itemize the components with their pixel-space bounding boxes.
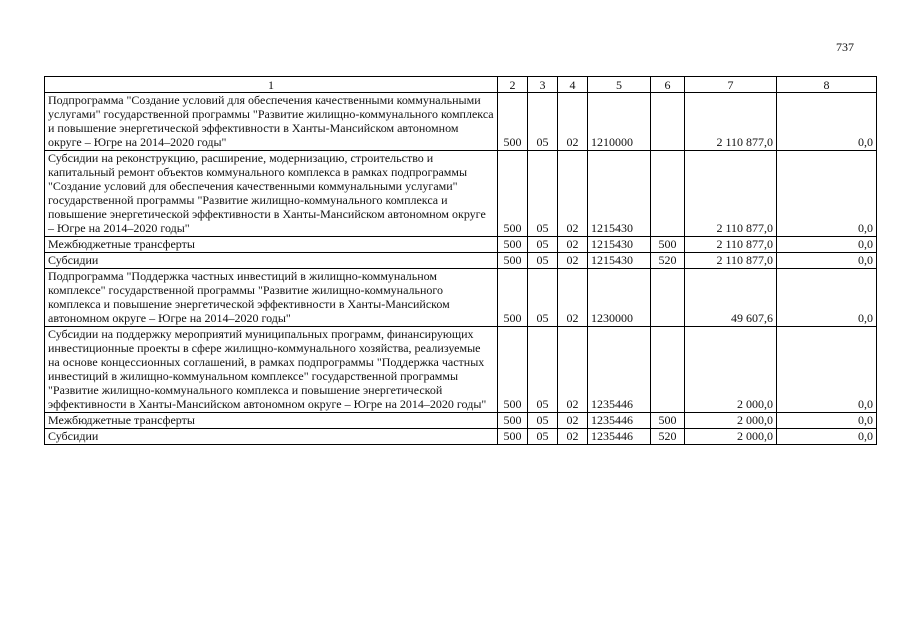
row-code-6: 500 [651, 413, 685, 429]
table-row [45, 327, 877, 413]
row-amount-8: 0,0 [777, 151, 877, 237]
row-code-5: 1215430 [588, 151, 651, 237]
column-header-3: 3 [528, 77, 558, 93]
row-code-6: 520 [651, 429, 685, 445]
row-code-3: 05 [528, 253, 558, 269]
row-code-4: 02 [558, 413, 588, 429]
table-header-row [45, 77, 877, 93]
table-row [45, 151, 877, 237]
row-code-3: 05 [528, 93, 558, 151]
table-row [45, 429, 877, 445]
row-amount-8: 0,0 [777, 93, 877, 151]
row-code-6 [651, 151, 685, 237]
row-name: Межбюджетные трансферты [45, 413, 498, 429]
row-amount-8: 0,0 [777, 327, 877, 413]
column-header-6: 6 [651, 77, 685, 93]
row-name: Субсидии [45, 429, 498, 445]
table-row [45, 413, 877, 429]
row-code-4: 02 [558, 327, 588, 413]
table-row [45, 253, 877, 269]
row-name: Субсидии на реконструкцию, расширение, модернизацию, строительство и капитальный ремонт объектов коммунального комплекса в рамках подпрограммы "Создание условий для обеспечения качественными коммунальными услугами" государственной программы "Развитие жилищно-коммунального комплекса и повышение энергетической эффективности в Ханты-Мансийском автономном округе – Югре на 2014–2020 годы" [45, 151, 498, 237]
row-code-5: 1215430 [588, 237, 651, 253]
row-code-6: 520 [651, 253, 685, 269]
row-amount-8: 0,0 [777, 269, 877, 327]
row-name: Межбюджетные трансферты [45, 237, 498, 253]
row-amount-8: 0,0 [777, 253, 877, 269]
row-code-3: 05 [528, 237, 558, 253]
row-code-6 [651, 327, 685, 413]
table-row [45, 269, 877, 327]
row-code-3: 05 [528, 327, 558, 413]
row-amount-7: 2 000,0 [685, 429, 777, 445]
row-code-6 [651, 93, 685, 151]
row-code-4: 02 [558, 237, 588, 253]
row-code-2: 500 [498, 269, 528, 327]
row-code-3: 05 [528, 151, 558, 237]
row-name: Подпрограмма "Создание условий для обеспечения качественными коммунальными услугами" государственной программы "Развитие жилищно-коммунального комплекса и повышение энергетической эффективности в Ханты-Мансийском автономном округе – Югре на 2014–2020 годы" [45, 93, 498, 151]
row-code-4: 02 [558, 253, 588, 269]
column-header-5: 5 [588, 77, 651, 93]
row-code-2: 500 [498, 237, 528, 253]
row-code-5: 1230000 [588, 269, 651, 327]
row-code-2: 500 [498, 151, 528, 237]
row-amount-7: 2 110 877,0 [685, 151, 777, 237]
table-row [45, 237, 877, 253]
row-amount-7: 2 000,0 [685, 413, 777, 429]
row-code-2: 500 [498, 253, 528, 269]
row-code-2: 500 [498, 413, 528, 429]
row-code-6 [651, 269, 685, 327]
row-amount-7: 2 110 877,0 [685, 253, 777, 269]
row-name: Субсидии [45, 253, 498, 269]
page-number: 737 [836, 40, 854, 54]
column-header-4: 4 [558, 77, 588, 93]
row-amount-8: 0,0 [777, 237, 877, 253]
row-code-4: 02 [558, 429, 588, 445]
row-amount-8: 0,0 [777, 413, 877, 429]
row-code-4: 02 [558, 151, 588, 237]
row-code-3: 05 [528, 269, 558, 327]
row-code-3: 05 [528, 429, 558, 445]
row-amount-7: 49 607,6 [685, 269, 777, 327]
row-code-5: 1235446 [588, 327, 651, 413]
row-code-2: 500 [498, 429, 528, 445]
row-code-6: 500 [651, 237, 685, 253]
row-code-2: 500 [498, 327, 528, 413]
row-code-4: 02 [558, 269, 588, 327]
row-code-4: 02 [558, 93, 588, 151]
row-amount-7: 2 110 877,0 [685, 93, 777, 151]
column-header-1: 1 [45, 77, 498, 93]
budget-table [44, 76, 877, 445]
column-header-2: 2 [498, 77, 528, 93]
column-header-7: 7 [685, 77, 777, 93]
table-row [45, 93, 877, 151]
column-header-8: 8 [777, 77, 877, 93]
row-amount-7: 2 110 877,0 [685, 237, 777, 253]
row-code-2: 500 [498, 93, 528, 151]
row-name: Подпрограмма "Поддержка частных инвестиций в жилищно-коммунальном комплексе" государственной программы "Развитие жилищно-коммунального комплекса и повышение энергетической эффективности в Ханты-Мансийском автономном округе – Югре на 2014–2020 годы" [45, 269, 498, 327]
row-code-3: 05 [528, 413, 558, 429]
row-code-5: 1235446 [588, 413, 651, 429]
row-code-5: 1235446 [588, 429, 651, 445]
row-name: Субсидии на поддержку мероприятий муниципальных программ, финансирующих инвестиционные проекты в сфере жилищно-коммунального хозяйства, реализуемые на основе концессионных соглашений, в рамках подпрограммы "Поддержка частных инвестиций в жилищно-коммунальном комплексе" государственной программы "Развитие жилищно-коммунального комплекса и повышение энергетической эффективности в Ханты-Мансийском автономном округе – Югре на 2014–2020 годы" [45, 327, 498, 413]
row-amount-8: 0,0 [777, 429, 877, 445]
row-amount-7: 2 000,0 [685, 327, 777, 413]
row-code-5: 1210000 [588, 93, 651, 151]
row-code-5: 1215430 [588, 253, 651, 269]
